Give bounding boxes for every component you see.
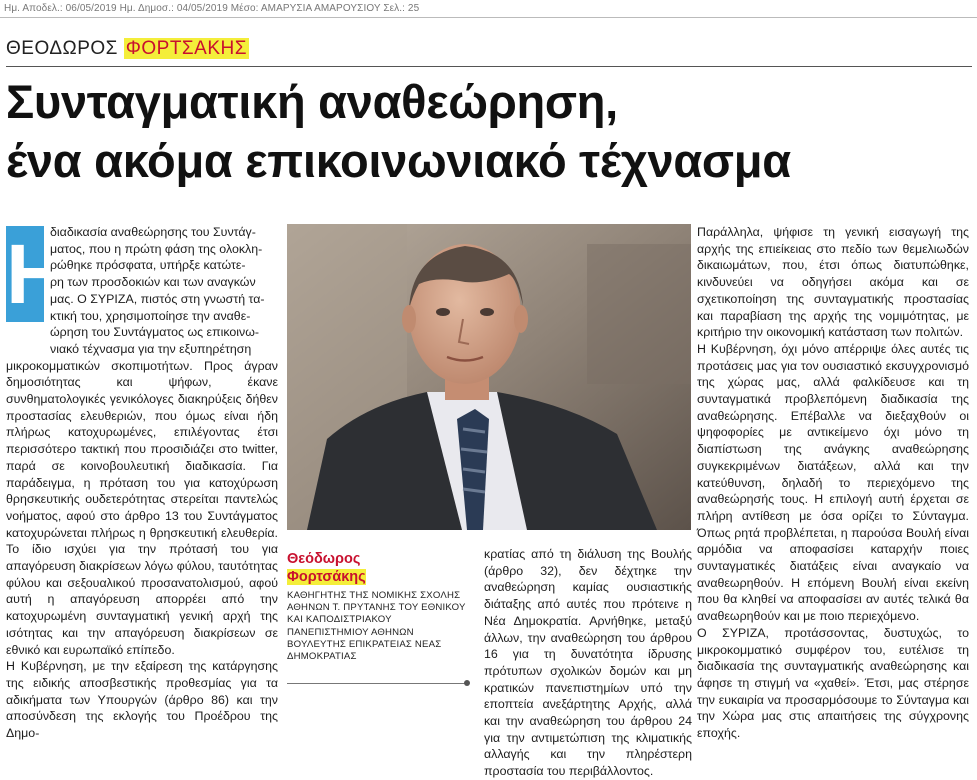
- caption-divider: [287, 683, 467, 684]
- paragraph: κρατίας από τη διάλυση της Βουλής (άρθρο 32), δεν δέχτηκε την αναθεώρηση καμίας ουσιαστικής διάταξης από αυτές που πρότεινε η Νέα Δημοκρατία. Αρνήθηκε, μεταξύ άλλων, την αναθεώρηση του άρθρου 16 για τη δυνατότητα ίδρυσης πρότυπων σχολικών δομών και μη κρατικών πανεπιστημίων υπό την εποπτεία ανεξάρτητης Αρχής, αλλά και την αναθεώρηση του άρθρου 24 για την αντιμετώπιση της κλιματικής αλλαγής και την πληρέστερη προστασία του περιβάλλοντος.: [484, 547, 692, 779]
- article-column-3: [697, 224, 969, 742]
- portrait-illustration: [287, 224, 691, 530]
- article-column-2: [484, 546, 692, 780]
- author-first-name: ΘΕΟΔΩΡΟΣ: [6, 38, 124, 59]
- text-line: κτική του, χρησιμοποίησε την αναθε-: [50, 308, 251, 323]
- text-line: νιακό τέχνασμα για την εξυπηρέτηση: [50, 341, 252, 356]
- article-headline: [6, 72, 972, 190]
- paragraph: Ο ΣΥΡΙΖΑ, προτάσσοντας, δυστυχώς, το μικροκομματικό συμφέρον του, ευτέλισε τη διαδικασία της συνταγματικής αναθεώρησης και άφησε τη στιγμή να «χαθεί». Έτσι, μας στέρησε την ευκαιρία να προσαρμόσουμε το Σύνταγμα και την Χώρα μας στις απαιτήσεις της σύγχρονης εποχής.: [697, 625, 969, 741]
- text-line: ρώθηκε πρόσφατα, υπήρξε κατώτε-: [50, 258, 246, 273]
- drop-cap: Η: [6, 227, 67, 321]
- author-photo: [287, 224, 691, 530]
- clipping-meta-header: Ημ. Αποδελ.: 06/05/2019 Ημ. Δημοσ.: 04/05/2019 Μέσο: ΑΜΑΡΥΣΙΑ ΑΜΑΡΟΥΣΙΟΥ Σελ.: 25: [4, 3, 420, 14]
- headline-line-1: Συνταγματική αναθεώρηση,: [6, 75, 618, 128]
- indented-lines: [6, 224, 278, 358]
- paragraph: Η Κυβέρνηση, όχι μόνο απέρριψε όλες αυτές τις προτάσεις μας για τον ουσιαστικό εκσυγχρονισμό της χώρας μας, αλλά φαλκίδευσε και τη συνταγματικά προβλεπόμενη διαδικασία της αναθεώρησης. Επέβαλλε να διεξαχθούν οι ψηφοφορίες με αντικείμενο όχι μόνο τη διαπίστωση της ανάγκης αναθεώρησης συγκεκριμένων διατάξεων, αλλά και την κατεύθυνση, δηλαδή το περιεχόμενο της αναθεώρησής τους. Η επιλογή αυτή έρχεται σε πλήρη αντίθεση με όσα ορίζει το Σύνταγμα. Όπως ρητά προβλέπεται, η παρούσα Βουλή είναι αρμόδια να αποφασίσει καταρχήν ποιες συνταγματικές διατάξεις είναι αναγκαίο να αναθεωρηθούν. Η επόμενη Βουλή είναι εκείνη που θα κληθεί να αποφασίσει αν αυτές τελικά θα αναθεωρηθούν και με ποιο περιεχόμενο.: [697, 341, 969, 624]
- caption-author-name: [287, 550, 366, 586]
- headline-line-2: ένα ακόμα επικοινωνιακό τέχνασμα: [6, 134, 791, 187]
- text-line: διαδικασία αναθεώρησης του Συντάγ-: [50, 225, 256, 239]
- paragraph: Παράλληλα, ψήφισε τη γενική εισαγωγή της αρχής της επιείκειας στο πεδίο των θεμελιωδών δικαιωμάτων, που, έτσι όπως διατυπώθηκε, κινδυνεύει να οδηγήσει ακόμα και σε σχετικοποίηση της συνταγματικής προστασίας και παραβίαση της αρχής της νομιμότητας, με κριτήριο την οικονομική κατάσταση των πολιτών.: [697, 225, 969, 340]
- text-line: ρη των προσδοκιών και των αναγκών: [50, 275, 256, 290]
- author-last-name: ΦΟΡΤΣΑΚΗΣ: [125, 38, 247, 59]
- caption-last-name: Φορτσάκης: [287, 569, 366, 585]
- paragraph: μικροκομματικών σκοπιμοτήτων. Προς άγραν δημοσιότητας και ψήφων, έκανε συνθηματολογικές γενικόλογες διακηρύξεις δήθεν προστασίας ελευθεριών, που όμως είναι ήδη πλήρως κατοχυρωμένες, επιλέγοντας έτσι περισσότερο τακτική που προσιδιάζει στο twitter, παρά σε κοινοβουλευτική διαδικασία. Για παράδειγμα, η πρόταση του για κατοχύρωση θρησκευτικής ουδετερότητας στερείται παντελώς νοήματος, αφού στο άρθρο 13 του Συντάγματος κατοχυρώνεται πλήρως η θρησκευτική ελευθερία. Το ίδιο ισχύει για την πρότασή του για απαγόρευση διακρίσεων λόγω φύλου, ταυτότητας φύλου και σεξουαλικού προσανατολισμού, αφού αυτή η απαγόρευση απορρέει από την κατοχυρωμένη συνταγματική γενική αρχή της ισότητας και την απαγόρευση διακρίσεων σε εθνικό και ευρωπαϊκό επίπεδο.: [6, 358, 278, 657]
- byline-divider: [6, 66, 972, 67]
- text-line: ώρηση του Συντάγματος ως επικοινω-: [50, 325, 260, 340]
- article-column-1: [6, 224, 278, 742]
- top-divider: [0, 17, 977, 18]
- caption-author-title: ΚΑΘΗΓΗΤΗΣ ΤΗΣ ΝΟΜΙΚΗΣ ΣΧΟΛΗΣ ΑΘΗΝΩΝ Τ. ΠΡΥΤΑΝΗΣ ΤΟΥ ΕΘΝΙΚΟΥ ΚΑΙ ΚΑΠΟΔΙΣΤΡΙΑΚΟΥ ΠΑΝΕΠΙΣΤΗΜΙΟΥ ΑΘΗΝΩΝ ΒΟΥΛΕΥΤΗΣ ΕΠΙΚΡΑΤΕΙΑΣ ΝΕΑΣ ΔΗΜΟΚΡΑΤΙΑΣ: [287, 590, 466, 663]
- caption-first-name: Θεόδωρος: [287, 551, 361, 567]
- author-byline: [6, 38, 249, 60]
- text-line: ματος, που η πρώτη φάση της ολοκλη-: [50, 241, 263, 256]
- paragraph: Η Κυβέρνηση, με την εξαίρεση της κατάργησης της ειδικής αποσβεστικής προθεσμίας για τα αδικήματα των Υπουργών (άρθρο 86) και την αποσύνδεση της εκλογής του Προέδρου της Δημο-: [6, 659, 278, 741]
- text-line: μας. Ο ΣΥΡΙΖΑ, πιστός στη γνωστή τα-: [50, 291, 265, 306]
- caption-divider-dot: [464, 680, 470, 686]
